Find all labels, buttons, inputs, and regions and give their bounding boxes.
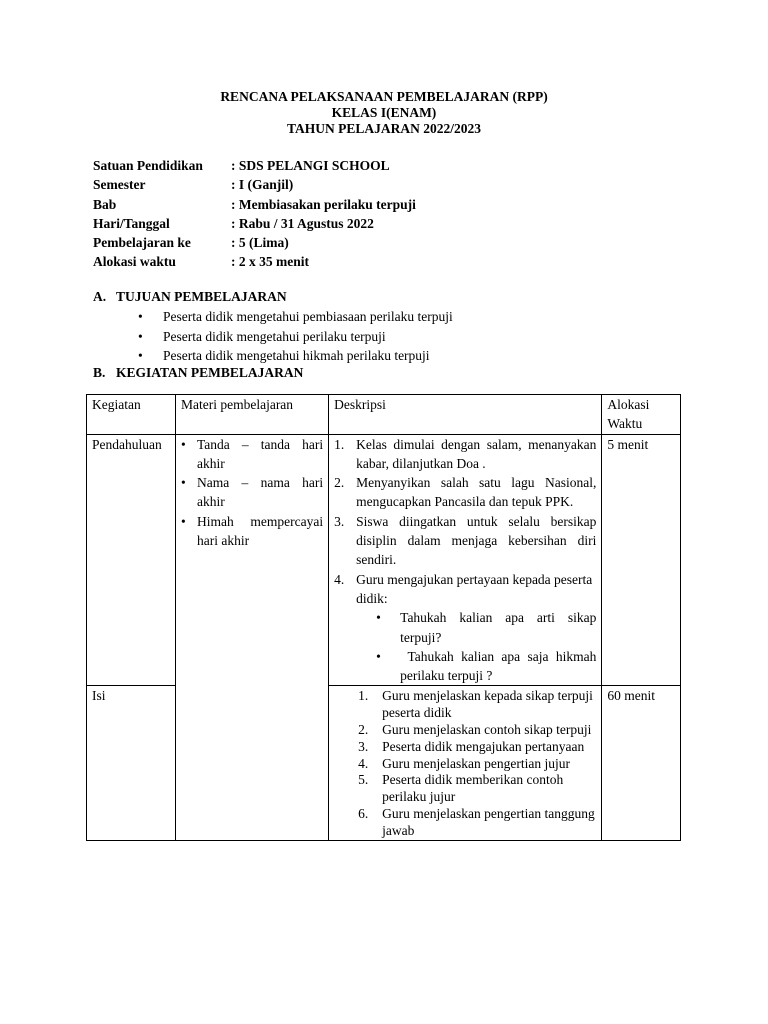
goal-text: Peserta didik mengetahui pembiasaan perilaku terpuji: [163, 309, 453, 324]
list-item: [358, 722, 596, 739]
section-a-heading: [93, 289, 287, 305]
identity-row: [93, 233, 416, 252]
identity-value: : Membiasakan perilaku terpuji: [231, 196, 416, 212]
item-text: Guru menjelaskan pengertian tanggung jawab: [382, 806, 595, 838]
list-item: [138, 327, 453, 347]
activity-table: [86, 394, 681, 841]
cell-materi: [175, 434, 328, 840]
item-text: Guru menjelaskan kepada sikap terpuji peserta didik: [382, 688, 593, 721]
identity-label: Pembelajaran ke: [93, 235, 191, 251]
bullet-icon: •: [138, 328, 143, 344]
item-text: Guru menjelaskan pengertian jujur: [382, 755, 570, 771]
identity-value: : I (Ganjil): [231, 177, 294, 193]
list-item: [358, 806, 596, 840]
identity-label: Hari/Tanggal: [93, 215, 170, 231]
list-item: [358, 756, 596, 773]
header-alokasi: Alokasi Waktu: [602, 395, 681, 435]
item-number: 1.: [334, 436, 345, 452]
identity-value: : 5 (Lima): [231, 235, 289, 251]
list-item: [356, 608, 596, 647]
list-item: [181, 512, 323, 551]
materi-text: Nama – nama hari akhir: [196, 475, 324, 510]
item-number: 3.: [358, 738, 369, 754]
identity-label: Bab: [93, 196, 117, 212]
bullet-icon: •: [376, 610, 381, 626]
table-row-pendahuluan: [87, 434, 681, 686]
section-letter: B.: [93, 365, 106, 380]
identity-block: [93, 156, 416, 272]
document-title: [0, 89, 768, 137]
list-item: [334, 570, 596, 609]
header-kegiatan: Kegiatan: [87, 395, 176, 435]
item-text: Siswa diingatkan untuk selalu bersikap disiplin dalam menjaga kebersihan diri sendiri.: [356, 513, 597, 568]
header-materi: Materi pembelajaran: [175, 395, 328, 435]
title-line-1: RENCANA PELAKSANAAN PEMBELAJARAN (RPP): [220, 89, 548, 104]
item-text: Peserta didik memberikan contoh perilaku jujur: [382, 772, 564, 805]
bullet-icon: •: [180, 475, 186, 491]
cell-kegiatan: Pendahuluan: [87, 434, 176, 686]
question-text: Tahukah kalian apa saja hikmah perilaku terpuji ?: [400, 648, 600, 684]
goals-list: [138, 307, 453, 366]
header-deskripsi: Deskripsi: [329, 395, 602, 435]
list-item: [334, 473, 596, 512]
materi-list: [181, 435, 323, 551]
cell-deskripsi: [329, 686, 602, 840]
cell-kegiatan: Isi: [87, 686, 176, 840]
list-item: [334, 512, 596, 570]
item-number: 1.: [358, 688, 369, 704]
cell-deskripsi: [329, 434, 602, 686]
cell-waktu: 60 menit: [602, 686, 681, 840]
section-b-heading: [93, 365, 303, 381]
list-item: [138, 346, 453, 366]
bullet-icon: •: [180, 436, 186, 452]
table-header-row: [87, 395, 681, 435]
goal-text: Peserta didik mengetahui perilaku terpuji: [163, 328, 386, 344]
identity-row: [93, 195, 416, 214]
goal-text: Peserta didik mengetahui hikmah perilaku terpuji: [163, 348, 430, 364]
list-item: [334, 435, 596, 474]
item-number: 2.: [358, 722, 369, 738]
identity-row: [93, 252, 416, 271]
identity-row: [93, 175, 416, 194]
list-item: [356, 647, 600, 686]
identity-label: Alokasi waktu: [93, 254, 176, 270]
title-line-2: KELAS I(ENAM): [331, 105, 437, 120]
item-number: 4.: [334, 571, 345, 587]
isi-list: [334, 688, 596, 839]
section-title: TUJUAN PEMBELAJARAN: [116, 289, 287, 304]
identity-value: : Rabu / 31 Agustus 2022: [231, 215, 374, 231]
item-number: 5.: [358, 772, 369, 788]
bullet-icon: •: [138, 348, 143, 364]
identity-row: [93, 156, 416, 175]
bullet-icon: •: [180, 513, 186, 529]
title-line-3: TAHUN PELAJARAN 2022/2023: [286, 121, 481, 136]
list-item: [358, 739, 596, 756]
list-item: [358, 688, 596, 722]
materi-text: Himah mempercayai hari akhir: [196, 513, 324, 549]
list-item: [181, 473, 323, 512]
list-item: [138, 307, 453, 327]
section-title: KEGIATAN PEMBELAJARAN: [116, 365, 304, 380]
item-text: Peserta didik mengajukan pertanyaan: [382, 738, 585, 754]
item-number: 3.: [334, 513, 345, 529]
list-item: [181, 435, 323, 474]
deskripsi-list: [334, 435, 596, 609]
item-number: 2.: [334, 475, 345, 491]
item-text: Guru mengajukan pertayaan kepada peserta didik:: [356, 571, 593, 606]
item-text: Guru menjelaskan contoh sikap terpuji: [382, 722, 592, 738]
item-number: 6.: [358, 806, 369, 822]
question-text: Tahukah kalian apa arti sikap terpuji?: [400, 610, 597, 645]
item-text: Kelas dimulai dengan salam, menanyakan kabar, dilanjutkan Doa .: [356, 436, 597, 471]
identity-label: Semester: [93, 177, 146, 193]
identity-label: Satuan Pendidikan: [93, 158, 203, 173]
identity-value: : 2 x 35 menit: [231, 254, 309, 270]
bullet-icon: •: [138, 309, 143, 324]
section-letter: A.: [93, 289, 107, 304]
materi-text: Tanda – tanda hari akhir: [196, 436, 324, 471]
list-item: [358, 772, 596, 806]
item-number: 4.: [358, 755, 369, 771]
bullet-icon: •: [376, 648, 381, 664]
question-list: [334, 608, 600, 685]
cell-waktu: 5 menit: [602, 434, 681, 686]
identity-row: [93, 214, 416, 233]
item-text: Menyanyikan salah satu lagu Nasional, mengucapkan Pancasila dan tepuk PPK.: [356, 475, 597, 510]
identity-value: : SDS PELANGI SCHOOL: [231, 158, 390, 173]
